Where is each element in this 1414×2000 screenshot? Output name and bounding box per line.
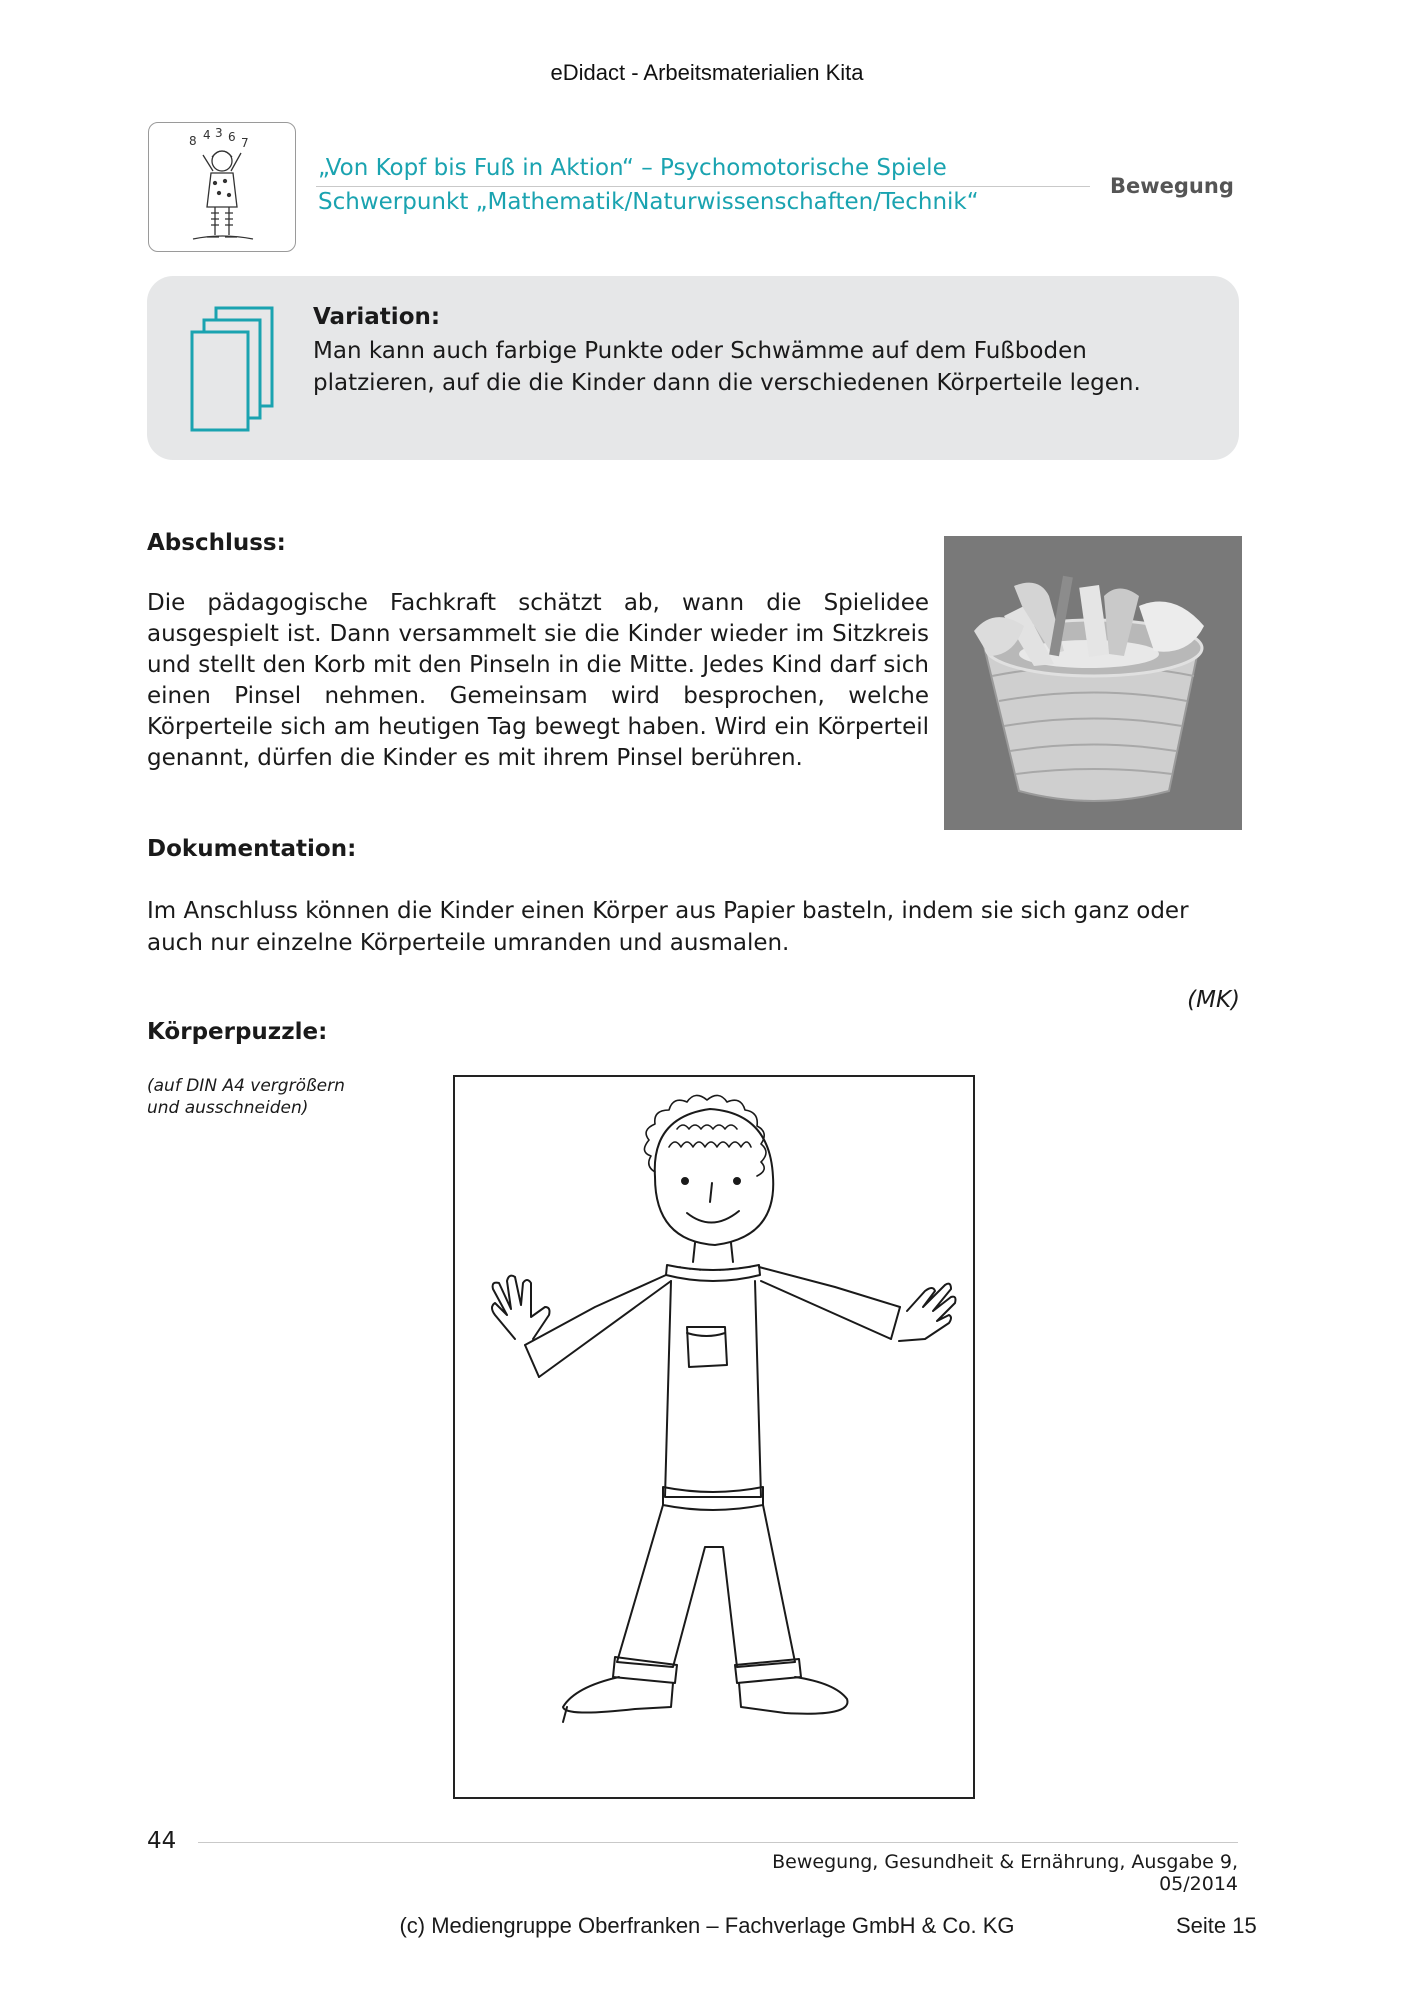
author-initials: (MK) — [1187, 987, 1240, 1013]
variation-heading: Variation: — [313, 304, 441, 330]
footer-divider — [198, 1842, 1238, 1843]
svg-text:3: 3 — [215, 126, 223, 140]
page-number: 44 — [147, 1828, 177, 1854]
document-banner: eDidact - Arbeitsmaterialien Kita — [550, 60, 864, 85]
category-label: Bewegung — [1110, 174, 1234, 198]
child-outline-drawing — [455, 1077, 973, 1797]
series-title: „Von Kopf bis Fuß in Aktion“ – Psychomotorische Spiele — [318, 155, 947, 181]
variation-text: Man kann auch farbige Punkte oder Schwämme auf dem Fußboden platzieren, auf die die Kinder dann die verschiedenen Körperteile legen. — [313, 338, 1141, 396]
stacked-pages-icon — [188, 304, 278, 438]
body-puzzle-illustration — [453, 1075, 975, 1799]
svg-text:4: 4 — [203, 128, 211, 142]
svg-text:6: 6 — [228, 130, 236, 144]
abschluss-text: Die pädagogische Fachkraft schätzt ab, wann die Spielidee ausgespielt ist. Dann versammelt sie die Kinder wieder im Sitzkreis und stellt den Korb mit den Pinseln in die Mitte. Jedes Kind darf sich einen Pinsel nehmen. Gemeinsam wird besprochen, welche Körperteile sich am heutigen Tag bewegt haben. Wird ein Körperteil genannt, dürfen die Kinder es mit ihrem Pinsel berühren. — [147, 590, 929, 771]
page-label: Seite 15 — [1176, 1913, 1257, 1938]
issue-info: Bewegung, Gesundheit & Ernährung, Ausgabe 9, 05/2014 — [772, 1851, 1238, 1895]
header-divider — [316, 186, 1090, 187]
svg-text:7: 7 — [241, 136, 249, 150]
brush-basket-photo — [944, 536, 1242, 830]
abschluss-heading: Abschluss: — [147, 530, 286, 556]
copyright-line: (c) Mediengruppe Oberfranken – Fachverlage GmbH & Co. KG — [399, 1913, 1015, 1938]
svg-text:8: 8 — [189, 134, 197, 148]
series-logo — [148, 122, 296, 252]
dokumentation-text: Im Anschluss können die Kinder einen Körper aus Papier basteln, indem sie sich ganz oder auch nur einzelne Körperteile umranden und ausmalen. — [147, 898, 1189, 956]
series-subtitle: Schwerpunkt „Mathematik/Naturwissenschaften/Technik“ — [318, 189, 979, 215]
puzzle-note: (auf DIN A4 vergrößern und ausschneiden) — [147, 1076, 345, 1118]
puzzle-heading: Körperpuzzle: — [147, 1019, 328, 1045]
dokumentation-heading: Dokumentation: — [147, 836, 357, 862]
juggling-child-icon — [149, 123, 295, 251]
